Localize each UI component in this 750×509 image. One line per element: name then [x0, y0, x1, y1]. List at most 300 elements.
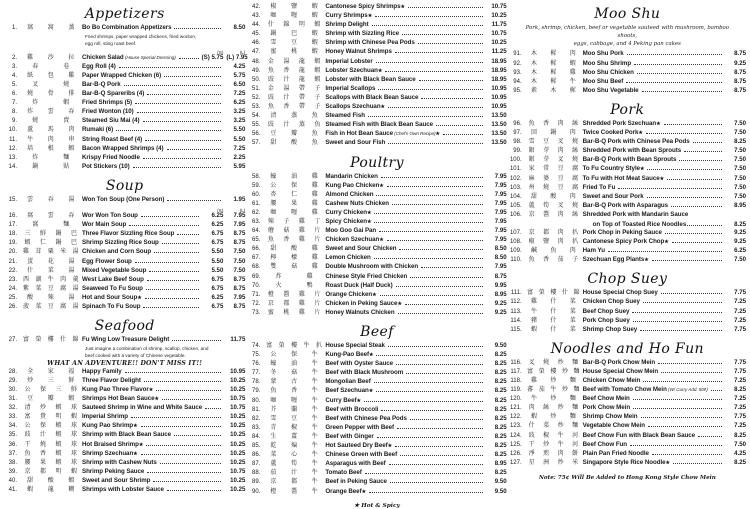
menu-item-chinese-name: 星 洲 炒 米	[528, 459, 579, 466]
menu-item-price-small: 5.50	[211, 266, 224, 274]
menu-item-chinese-name: 蘑 菇 雞 片	[267, 228, 321, 235]
menu-item-number: 119.	[510, 387, 522, 394]
menu-item-number: 95.	[513, 87, 522, 94]
dot-leader	[141, 454, 222, 455]
menu-item-name: Krispy Fried Noodle	[82, 153, 140, 161]
dot-leader	[376, 391, 482, 392]
menu-item-chinese-name: 清 炒 蝦 球	[24, 405, 78, 412]
menu-item-row	[247, 461, 506, 470]
menu-item-chinese-name: 州 燒 豆 腐	[528, 184, 579, 191]
menu-item-name: Moo Shu Shrimp	[582, 59, 632, 67]
dot-leader	[141, 216, 199, 217]
menu-item-number: 29.	[8, 377, 17, 384]
menu-item-chinese-name: 木 樨 雞	[531, 69, 577, 76]
menu-item-row	[247, 77, 506, 86]
hot-spicy-star-icon: ★	[154, 396, 159, 403]
menu-item-name: Chicken and Corn Soup	[82, 248, 152, 256]
menu-item-price: 7.75	[734, 367, 746, 375]
menu-item-price: 8.50	[494, 245, 507, 253]
menu-item-price: 8.25	[734, 458, 746, 466]
menu-item-name: Egg Flower Soup	[82, 257, 132, 265]
menu-item-name: Pork Chow Mein	[582, 404, 631, 412]
dot-leader	[405, 304, 483, 305]
dot-leader	[646, 133, 722, 134]
dot-leader	[385, 71, 482, 72]
menu-item-price-large: 7.50	[233, 266, 246, 274]
dot-leader	[137, 112, 222, 113]
dot-leader	[146, 289, 199, 290]
menu-item-number: 91.	[513, 51, 522, 58]
hot-spicy-star-icon: ★	[372, 291, 377, 298]
menu-item-price: 18.95	[491, 66, 507, 74]
dot-leader	[177, 234, 199, 235]
menu-item-price: 13.50	[491, 121, 507, 129]
menu-item-row	[247, 370, 506, 379]
menu-item-name: House Special Steak	[325, 342, 385, 349]
menu-item-row	[247, 388, 506, 397]
menu-item-name: Shrimp with Black Bean Sauce	[82, 431, 172, 439]
dot-leader	[167, 149, 222, 150]
menu-item-price: 10.25	[230, 449, 246, 457]
menu-item-number: 102.	[509, 175, 522, 182]
hot-spicy-star-icon: ★	[397, 300, 402, 307]
dot-leader	[652, 260, 722, 261]
menu-item-row	[247, 201, 506, 210]
menu-item-number: 9.	[11, 118, 17, 125]
star-icon: ★	[354, 502, 360, 509]
menu-item-number: 26.	[8, 303, 17, 310]
menu-item-number: 10.	[8, 127, 17, 134]
menu-item-number: 80.	[252, 397, 261, 404]
dot-leader	[634, 64, 722, 65]
menu-item-number: 86.	[252, 452, 261, 459]
hot-spicy-star-icon: ★	[361, 488, 367, 495]
menu-item-name: Honey Walnut Shrimps	[325, 48, 392, 56]
menu-item-number: 65.	[252, 237, 261, 244]
menu-item-price: 5.50	[233, 135, 246, 143]
menu-item-chinese-name: 淨 煎 肉 餅	[528, 450, 579, 457]
section-items-moo-shu	[509, 51, 746, 96]
dot-leader	[147, 280, 199, 281]
menu-item-name: Honey Walnuts Chicken	[325, 308, 395, 316]
section-items-pork	[509, 121, 746, 266]
dot-leader	[399, 249, 482, 250]
dot-leader	[698, 436, 722, 437]
menu-item-number: 28.	[8, 368, 17, 375]
menu-item-chinese-name: 干 燒 蝦 球	[24, 441, 78, 448]
menu-item-price: 10.75	[491, 3, 507, 10]
menu-item-price: 10.95	[491, 103, 507, 111]
menu-item-chinese-name: 椒 鹽 肉 扒	[528, 239, 579, 246]
menu-item-number: 17.	[8, 222, 17, 229]
menu-item-price: 8.75	[734, 68, 746, 76]
menu-item-number: 125.	[509, 441, 522, 448]
dot-leader	[643, 381, 722, 382]
dot-leader	[443, 134, 483, 135]
menu-item-price: 7.50	[734, 174, 746, 182]
menu-item-chinese-name: 咖 喱 牛	[270, 397, 319, 404]
menu-item-number: 71.	[252, 291, 261, 298]
menu-item-number: 11.	[9, 136, 17, 143]
section-title-chop-suey: Chop Suey	[587, 271, 668, 288]
menu-item-number: 25.	[8, 294, 17, 301]
menu-item-name: Imperial Shrimp	[82, 413, 129, 421]
menu-item-name: Moo Shu Pork	[582, 50, 624, 58]
dot-leader	[377, 437, 483, 438]
menu-item-number: 56.	[252, 131, 261, 138]
hot-spicy-star-icon: ★	[377, 67, 383, 74]
dot-leader	[647, 197, 722, 198]
dot-leader	[418, 43, 483, 44]
menu-item-price: 8.25	[494, 378, 507, 386]
menu-item-price: 9.25	[734, 238, 746, 246]
menu-item-name: Won Ton Soup (One Person)	[82, 195, 165, 203]
menu-item-description: Fried shrimps, paper wrapped chickens, fried wonton,	[85, 34, 197, 40]
menu-item-number: 81.	[252, 406, 261, 413]
menu-item-number: 62.	[252, 209, 261, 216]
hot-spicy-star-icon: ★	[387, 443, 393, 450]
dot-leader	[392, 204, 483, 205]
menu-item-chinese-name: 腰 果 蝦 球	[24, 459, 78, 466]
dot-leader	[376, 62, 483, 63]
hot-spicy-star-icon: ★	[148, 386, 154, 393]
menu-item-name: Ham Yu	[582, 247, 605, 255]
menu-item-number: 105.	[509, 202, 522, 209]
section-items-poultry	[247, 174, 506, 320]
menu-item-number: 24.	[8, 285, 17, 292]
dot-leader	[389, 464, 483, 465]
menu-item-number: 55.	[252, 122, 261, 129]
menu-item-price: 6.25	[233, 99, 246, 107]
dot-leader	[172, 340, 221, 341]
menu-item-price: 10.25	[230, 486, 246, 493]
menu-item-name: Shrimps with Lobster Sauce	[82, 486, 164, 493]
menu-item-name: Beef Szechuan★	[325, 387, 374, 395]
hot-spicy-star-icon: ★	[435, 131, 440, 138]
menu-item-number: 85.	[252, 443, 261, 450]
menu-item-chinese-name: 家 常 豆 腐	[528, 166, 579, 173]
menu-item-price: 10.25	[230, 431, 246, 439]
menu-item-chinese-name: 檸 檬 雞	[270, 255, 319, 262]
dot-leader	[143, 121, 222, 122]
menu-item-price-large: 7.50	[233, 257, 246, 265]
hot-spicy-star-icon: ★	[379, 237, 384, 244]
noodles-footnote: Note: 75¢ Will Be Added to Hong Kong Style Chow Mein	[538, 474, 716, 481]
dot-leader	[145, 140, 221, 141]
menu-item-row	[509, 460, 746, 469]
menu-item-price-large: 8.75	[233, 230, 246, 238]
menu-item-row	[509, 212, 746, 221]
menu-item-name: Bar-B-Q Pork with Chinese Pea Pods	[582, 138, 690, 146]
menu-item-name: Steamed Siu Mai (4)	[82, 117, 140, 125]
menu-item-row	[247, 13, 506, 22]
menu-item-chinese-name: 肉 絲 炒 麵	[528, 405, 579, 412]
menu-item-chinese-name: 蝦 仁 鍋 巴	[24, 240, 78, 247]
dot-leader	[419, 80, 483, 81]
menu-item-price: 8.25	[494, 351, 507, 359]
menu-item-chinese-name: 豉 汁 帶 子	[267, 94, 321, 101]
menu-item-number: 84.	[252, 433, 261, 440]
menu-item-name: Chicken Chow Mein	[582, 377, 641, 385]
menu-item-chinese-name: 牛 炒 麵	[531, 396, 577, 403]
dot-leader	[141, 426, 222, 427]
menu-item-chinese-name: 生 薑 牛	[270, 433, 319, 440]
menu-item-name: String Roast Beef (4)	[82, 135, 143, 143]
menu-item-row	[247, 104, 506, 113]
menu-item-name: Kung Pao Three Flavor★	[82, 385, 154, 393]
menu-item-chinese-name: 雙 菇 雞	[270, 264, 319, 271]
dot-leader	[641, 417, 722, 418]
menu-item-price: 8.75	[494, 272, 507, 280]
menu-item-chinese-name: 京 都 肉 扒	[528, 229, 579, 236]
menu-item-chinese-name: 蛋 花 湯	[27, 258, 75, 265]
menu-item-chinese-name: 椒 鹽 蝦	[270, 4, 319, 10]
menu-item-name: Imperial Lobster	[325, 57, 373, 65]
menu-item-chinese-name: 炒 三 鮮	[27, 377, 75, 384]
menu-item-price: 7.50	[734, 165, 746, 173]
menu-item-name: Steamed Fish	[325, 112, 365, 120]
menu-item-price: 8.25	[494, 405, 507, 413]
menu-item-number: 41.	[8, 487, 17, 493]
menu-item-name: Shrimp Chop Suey	[582, 325, 638, 333]
dot-leader	[376, 355, 482, 356]
menu-item-name: Moo Shu Vegetable	[582, 86, 639, 94]
menu-item-name: Wor Main Soup	[82, 221, 127, 229]
dot-leader	[365, 473, 483, 474]
menu-item-name: Scallops with Black Bean Sauce	[325, 93, 419, 101]
menu-item-number: 111.	[510, 290, 522, 297]
menu-item-price: 8.50	[233, 24, 246, 31]
menu-item-price: 13.50	[491, 130, 507, 138]
menu-item-name-continued: on Top of Toasted Rice Noodles 8.25	[592, 220, 746, 228]
menu-column-left	[4, 4, 248, 493]
menu-item-price: 18.95	[491, 57, 507, 65]
menu-item-row	[247, 140, 506, 149]
menu-item-row	[509, 88, 746, 97]
menu-item-number: 3.	[11, 63, 17, 70]
menu-item-price: 7.25	[233, 144, 246, 152]
dot-leader	[664, 124, 722, 125]
menu-item-price: 10.95	[491, 93, 507, 101]
dot-leader	[632, 312, 722, 313]
menu-item-row	[247, 489, 506, 498]
dot-leader	[643, 302, 722, 303]
menu-item-name: Beef in Peking Sauce	[325, 478, 387, 486]
menu-item-name: Asparagus with Beef	[325, 460, 386, 468]
menu-item-number: 6.	[11, 91, 17, 98]
menu-item-price: 9.25	[734, 59, 746, 67]
menu-item-price: 8.75	[734, 77, 746, 85]
menu-item-name: Sweet and Sour Shrimp	[82, 476, 151, 484]
menu-item-price-small: 6.75	[211, 275, 224, 283]
menu-item-chinese-name: 窩 麵	[32, 222, 70, 229]
menu-item-chinese-name: 蝦 什 菜	[531, 326, 577, 333]
hot-spicy-star-icon: ★	[380, 104, 385, 111]
menu-item-number: 77.	[252, 370, 261, 377]
menu-item-name: Chicken Chop Suey	[582, 298, 640, 306]
menu-item-chinese-name: 雲 吞 湯	[27, 196, 75, 203]
menu-item-price: 7.50	[734, 183, 746, 191]
menu-item-name: To Fu Country Style★	[582, 165, 645, 173]
menu-item-price: 5.50	[233, 126, 246, 134]
menu-item-number: 57.	[252, 140, 261, 147]
dot-leader	[174, 435, 221, 436]
menu-item-name: Bar-B-Q Spareribs (4)	[82, 90, 145, 98]
dot-leader	[125, 372, 222, 373]
menu-item-number: 63.	[252, 218, 261, 225]
menu-item-row	[4, 53, 248, 64]
menu-item-chinese-name: 芥 蘭 牛	[270, 406, 319, 413]
menu-item-price: 7.50	[734, 256, 746, 264]
menu-item-price: 10.95	[230, 367, 246, 375]
menu-item-number: 126.	[509, 450, 522, 457]
menu-item-chinese-name: 干 炒 牛 河	[528, 441, 579, 448]
menu-item-chinese-name: 京 醬 肉 絲	[528, 211, 579, 218]
dot-leader	[174, 28, 221, 29]
menu-item-number: 101.	[509, 166, 522, 173]
menu-item-chinese-name: 豆 瓣 蝦	[27, 396, 75, 403]
menu-item-name: Fu Wing Low Treasure Delight	[82, 336, 170, 344]
menu-item-name: Chicken Szechuan★	[325, 236, 384, 244]
hot-spicy-star-icon: ★	[133, 423, 138, 430]
hot-spicy-star-icon: ★	[369, 352, 374, 359]
hot-spicy-star-icon: ★	[356, 397, 361, 404]
menu-item-price-small: 6.25	[211, 212, 224, 220]
menu-item-name: Beef Chow Mein	[582, 395, 630, 403]
menu-item-chinese-name: 雞 沙 拉	[27, 54, 75, 61]
menu-item-name: Bo Bo Combination Appetizers	[82, 24, 172, 31]
menu-item-number: 117.	[510, 368, 522, 375]
menu-item-number: 104.	[509, 193, 522, 200]
dot-leader	[149, 271, 199, 272]
dot-leader	[147, 94, 221, 95]
menu-item-chinese-name: 蠔 油 雞	[270, 173, 319, 180]
menu-item-price: 8.25	[494, 360, 507, 368]
menu-item-price-small: 6.75	[211, 302, 224, 310]
menu-item-price: 7.95	[494, 172, 507, 180]
menu-item-name: Shrimp Chow Mein	[582, 413, 638, 421]
menu-item-number: 47.	[252, 49, 261, 56]
menu-item-name: Chicken in Peking Sauce★	[325, 299, 402, 307]
menu-item-description: beef cooked with a variety of Chinese vegetable.	[85, 352, 186, 358]
dot-leader	[691, 215, 722, 216]
menu-item-price: 10.25	[230, 422, 246, 430]
menu-item-name: Paper Wrapped Chicken (6)	[82, 71, 162, 79]
dot-leader	[147, 472, 221, 473]
menu-item-number: 69.	[252, 273, 261, 280]
menu-item-chinese-name: 冬 菇 牛	[270, 370, 319, 377]
dot-leader	[375, 16, 483, 17]
dot-leader	[421, 98, 482, 99]
menu-item-price: 13.50	[491, 139, 507, 147]
menu-item-row	[509, 176, 746, 185]
menu-item-description: egg roll, sting roast beef.	[85, 40, 137, 46]
menu-item-price: 10.75	[230, 467, 246, 475]
menu-item-name: Beef Chop Suey	[582, 307, 630, 315]
menu-item-price: 8.25	[494, 469, 507, 477]
dot-leader	[406, 373, 482, 374]
menu-item-name: Shrimp Peking Sauce	[82, 467, 145, 475]
menu-item-chinese-name: 牛 什 菜	[531, 308, 577, 315]
menu-item-row	[4, 73, 245, 82]
menu-item-chinese-name: 鹹 魚 肉	[531, 248, 577, 255]
dot-leader	[167, 490, 221, 491]
menu-item-chinese-name: 木 樨 蝦	[531, 60, 577, 67]
dot-leader	[387, 240, 483, 241]
dot-leader	[408, 7, 483, 8]
dot-leader	[633, 408, 722, 409]
menu-item-row	[4, 304, 245, 313]
menu-item-number: 100.	[509, 157, 522, 164]
menu-item-number: 44.	[252, 22, 261, 29]
dot-leader	[374, 258, 483, 259]
menu-item-name: Moo Shu Beef	[582, 77, 624, 85]
menu-item-price-small: 6.25	[211, 221, 224, 229]
seafood-tagline: WHAT AN ADVENTURE!! DON'T MISS IT!!	[47, 360, 203, 368]
menu-item-number: 109.	[509, 248, 522, 255]
menu-item-chinese-name: 全 家 福	[27, 368, 75, 375]
menu-item-name: Beef with Chinese Pea Pods	[325, 414, 407, 422]
menu-item-chinese-name: 乾 煸 牛	[270, 443, 319, 450]
dot-leader	[421, 267, 483, 268]
menu-item-chinese-name: 雞 茸 粟 米 湯	[22, 249, 80, 256]
menu-item-number: 14.	[8, 163, 17, 170]
menu-item-chinese-name: 什 錦 明 蝦	[267, 22, 321, 29]
menu-item-price: 10.25	[230, 440, 246, 448]
menu-item-number: 49.	[252, 67, 261, 74]
hot-spicy-star-icon: ★	[367, 13, 373, 20]
menu-item-name: Pot Stickers (10)	[82, 162, 130, 170]
menu-item-name: Spicy Chicken★	[325, 217, 372, 225]
menu-item-price: 11.75	[491, 21, 507, 29]
menu-item-price: 9.25	[734, 228, 746, 236]
dot-leader	[179, 58, 200, 59]
menu-item-number: 114.	[510, 317, 522, 324]
dot-leader	[410, 419, 483, 420]
menu-item-chinese-name: 金 湯 龍 蝦	[267, 58, 321, 65]
menu-item-chinese-name: 蝦 炒 麵	[531, 414, 577, 421]
menu-item-number: 116.	[510, 359, 522, 366]
dot-leader	[388, 143, 482, 144]
menu-item-name: Lobster Szechuan★	[325, 66, 383, 74]
menu-item-name: Curry Chicken★	[325, 208, 372, 216]
dot-leader	[387, 186, 483, 187]
dot-leader	[640, 330, 722, 331]
dot-leader	[133, 167, 222, 168]
menu-item-chinese-name: 腰 果 雞	[270, 200, 319, 207]
dot-leader	[395, 52, 483, 53]
menu-item-chinese-name: 鍋 巴 蝦	[270, 31, 319, 38]
menu-item-name: Pork Chop in Peking Sauce	[582, 228, 662, 236]
menu-item-number: 48.	[252, 58, 261, 65]
menu-item-name: Double Mushroom with Chicken	[325, 263, 419, 271]
menu-item-number: 46.	[252, 40, 261, 47]
menu-item-row	[4, 197, 245, 206]
menu-item-price: 7.50	[734, 119, 746, 127]
menu-item-chinese-name: 豬 什 菜	[531, 317, 577, 324]
menu-item-number: 88.	[252, 470, 261, 477]
menu-item-price: 7.50	[734, 440, 746, 448]
menu-item-price-large: 7.95	[233, 221, 246, 229]
menu-item-number: 13.	[8, 154, 17, 161]
menu-item-number: 36.	[8, 441, 17, 448]
dot-leader	[608, 251, 722, 252]
menu-item-number: 92.	[513, 60, 522, 67]
menu-item-price: 8.25	[494, 423, 507, 431]
dot-leader	[684, 151, 722, 152]
menu-item-name: Wor Won Ton Soup	[82, 212, 138, 220]
menu-item-price: 8.25	[734, 431, 746, 439]
